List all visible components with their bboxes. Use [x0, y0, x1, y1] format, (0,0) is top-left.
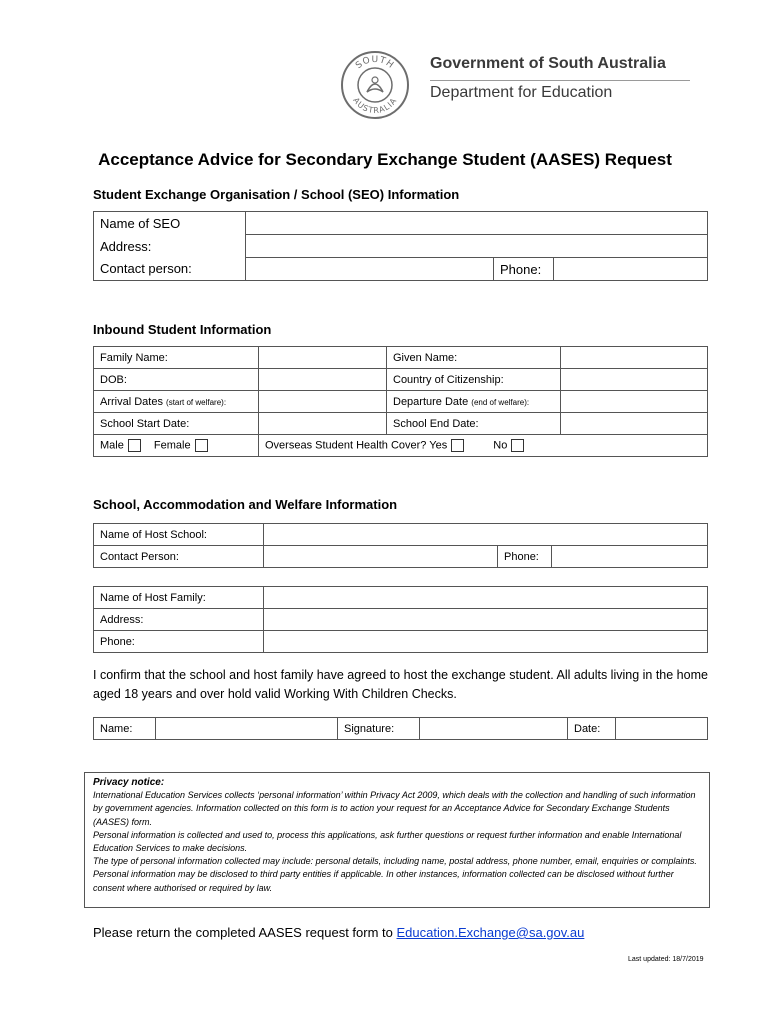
privacy-paragraph-3: The type of personal information collected may include: personal details, including name, postal address, phone number, email, enquiries or complaints.: [93, 856, 697, 867]
family-phone-field[interactable]: [264, 631, 708, 653]
seo-phone-label: Phone:: [494, 258, 554, 281]
signoff-signature-field[interactable]: [420, 718, 568, 740]
last-updated: Last updated: 18/7/2019: [628, 956, 704, 963]
privacy-paragraph-4: Personal information may be disclosed to third party entities if applicable. In other instances, information collected can be disclosed without further consent where authorised or required by law.: [93, 869, 674, 893]
privacy-paragraph-1: International Education Services collects ‘personal information’ within Privacy Act 2009, which deals with the collection and handling of such information by government agencies. Information collected on this form is to action your request for an Acceptance Advice for Secondary Exchange Students (AASES) form.: [93, 790, 696, 827]
male-checkbox[interactable]: [128, 439, 141, 452]
gender-options: [94, 435, 259, 457]
citizenship-field[interactable]: [561, 369, 708, 391]
departure-date-label: Departure Date (end of welfare):: [387, 391, 561, 413]
school-start-label: School Start Date:: [94, 413, 259, 435]
host-school-label: Name of Host School:: [94, 524, 264, 546]
family-phone-label: Phone:: [94, 631, 264, 653]
signoff-signature-label: Signature:: [338, 718, 420, 740]
header-divider: [430, 80, 690, 81]
male-label: Male: [100, 439, 124, 452]
seal-text-top: SOUTH: [354, 54, 396, 72]
seo-name-field[interactable]: [246, 212, 708, 235]
dob-label: DOB:: [94, 369, 259, 391]
host-school-field[interactable]: [264, 524, 708, 546]
return-text: Please return the completed AASES request form to: [93, 925, 393, 940]
seo-name-label: Name of SEO: [94, 212, 246, 235]
seal-text-bottom: AUSTRALIA: [351, 95, 399, 116]
student-section-heading: Inbound Student Information: [93, 322, 272, 337]
svg-text:AUSTRALIA: [351, 96, 399, 115]
signoff-name-field[interactable]: [156, 718, 338, 740]
school-end-field[interactable]: [561, 413, 708, 435]
given-name-field[interactable]: [561, 347, 708, 369]
family-name-field[interactable]: [259, 347, 387, 369]
school-phone-field[interactable]: [552, 546, 708, 568]
school-contact-label: Contact Person:: [94, 546, 264, 568]
school-phone-label: Phone:: [498, 546, 552, 568]
signoff-date-label: Date:: [568, 718, 616, 740]
return-instructions: [93, 925, 584, 940]
citizenship-label: Country of Citizenship:: [387, 369, 561, 391]
host-family-table: [93, 586, 708, 653]
arrival-date-label: Arrival Dates (start of welfare):: [94, 391, 259, 413]
seo-address-field[interactable]: [246, 235, 708, 258]
seo-address-label: Address:: [94, 235, 246, 258]
host-family-label: Name of Host Family:: [94, 587, 264, 609]
school-start-field[interactable]: [259, 413, 387, 435]
health-cover-no-label: No: [493, 439, 508, 452]
dob-field[interactable]: [259, 369, 387, 391]
female-checkbox[interactable]: [195, 439, 208, 452]
seo-contact-field[interactable]: [246, 258, 494, 281]
signoff-table: [93, 717, 708, 740]
health-cover-yes-checkbox[interactable]: [451, 439, 464, 452]
signoff-date-field[interactable]: [616, 718, 708, 740]
arrival-date-field[interactable]: [259, 391, 387, 413]
family-address-label: Address:: [94, 609, 264, 631]
school-section-heading: School, Accommodation and Welfare Information: [93, 497, 398, 512]
government-name: Government of South Australia: [430, 55, 666, 72]
student-info-table: [93, 346, 708, 457]
given-name-label: Given Name:: [387, 347, 561, 369]
health-cover-label: Overseas Student Health Cover? Yes: [265, 439, 448, 452]
seo-contact-label: Contact person:: [94, 258, 246, 281]
family-address-field[interactable]: [264, 609, 708, 631]
school-contact-field[interactable]: [264, 546, 498, 568]
female-label: Female: [153, 439, 191, 452]
seo-phone-field[interactable]: [554, 258, 708, 281]
privacy-paragraph-2: Personal information is collected and used to, process this applications, ask further questions or request further information and enable International Education Services to make decisions.: [93, 829, 682, 854]
host-school-table: [93, 523, 708, 568]
health-cover-no-checkbox[interactable]: [511, 439, 524, 452]
signoff-name-label: Name:: [94, 718, 156, 740]
seo-info-table: [93, 211, 708, 281]
form-title: Acceptance Advice for Secondary Exchange Student (AASES) Request: [98, 150, 672, 169]
return-email-link[interactable]: Education.Exchange@sa.gov.au: [396, 925, 585, 940]
privacy-heading: Privacy notice:: [93, 777, 165, 788]
seo-section-heading: Student Exchange Organisation / School (SEO) Information: [93, 187, 460, 202]
host-family-field[interactable]: [264, 587, 708, 609]
family-name-label: Family Name:: [94, 347, 259, 369]
school-end-label: School End Date:: [387, 413, 561, 435]
departure-date-field[interactable]: [561, 391, 708, 413]
health-cover-options: [259, 435, 708, 457]
department-name: Department for Education: [430, 84, 613, 101]
host-confirmation-text: I confirm that the school and host family have agreed to host the exchange student. All adults living in the home aged 18 years and over hold valid Working With Children Checks.: [93, 668, 708, 701]
privacy-notice: [84, 772, 710, 908]
sa-government-seal: [340, 50, 410, 120]
